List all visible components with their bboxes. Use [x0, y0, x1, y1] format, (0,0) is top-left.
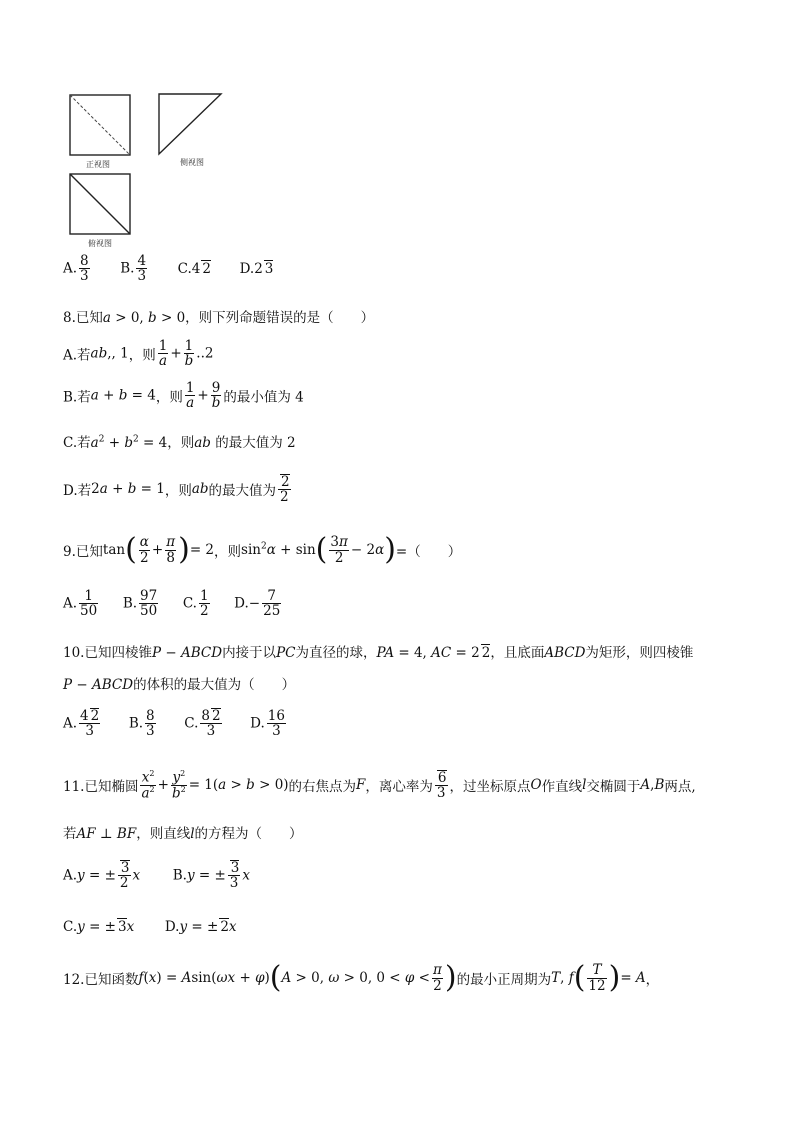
q11-options-ab — [63, 860, 250, 890]
q10-option-d: D. $\frac{16}{3}$ — [250, 707, 285, 739]
q12-stem: 12.已知函数f(x) = Asin(ωx + φ)(A > 0, ω > 0, 0 < φ < $\frac{\pi}{2}$ )的最小正周期为T, f( $\frac{T}{12}$ )= A， — [63, 960, 660, 995]
q11-option-a: A.y = ± $\frac{3}{2}$ x — [63, 860, 141, 892]
q8-option-b: B.若a + b = 4，则 $\frac{1}{a}$ + $\frac{9}{b}$ 的最小值为 4 — [63, 380, 304, 412]
q8-option-a: A.若ab,, 1，则 $\frac{1}{a}$ + $\frac{1}{b}$ ..2 — [63, 338, 214, 370]
q7-option-c: C.4 2 — [177, 261, 211, 278]
q7-option-d: D.2 3 — [239, 261, 274, 278]
front-view-caption: 正视图 — [86, 160, 110, 169]
q10-option-b: B. $\frac{8}{3}$ — [128, 707, 155, 739]
q7-option-b: B. $\frac{4}{3}$ — [120, 253, 147, 285]
side-view-caption: 侧视图 — [180, 158, 204, 167]
q9-option-c: C. $\frac{1}{2}$ — [182, 588, 209, 620]
q10-options — [63, 708, 288, 738]
q11-options-cd — [63, 918, 237, 935]
q7-options — [63, 254, 273, 283]
top-view-caption: 俯视图 — [88, 239, 112, 248]
q10-option-c: C. $\frac{8 2}{3}$ — [184, 708, 221, 740]
q10-line1: 10.已知四棱锥P − ABCD内接于以PC为直径的球，PA = 4, AC = 2 2，且底面ABCD为矩形，则四棱锥 — [63, 645, 694, 661]
front-view-figure — [69, 94, 131, 156]
q9-stem: 9.已知tan( $\frac{\alpha}{2}$ + $\frac{\pi}{8}$ )= 2，则$\sin^2\alpha + \sin$( $\frac{3\pi}{2}$ − 2α)=（ ） — [63, 532, 462, 567]
q9-option-a: A. $\frac{1}{50}$ — [63, 588, 98, 620]
q9-option-b: B. $\frac{97}{50}$ — [122, 588, 158, 620]
side-view-figure — [157, 92, 223, 156]
q8-option-c: C.若$a^2 + b^2 = 4$，则ab 的最大值为 2 — [63, 434, 296, 451]
top-view-drawing — [69, 173, 131, 235]
top-view-figure — [69, 173, 131, 235]
q8-stem: 8.已知a > 0, b > 0，则下列命题错误的是（ ） — [63, 310, 375, 326]
q11-option-c: C.y = ± 3x — [63, 919, 135, 935]
q11-option-b: B.y = ± $\frac{3}{3}$ x — [172, 860, 251, 892]
q7-option-a: A. $\frac{8}{3}$ — [63, 253, 89, 285]
q9-option-d: D.− $\frac{7}{25}$ — [234, 588, 281, 620]
q10-option-a: A. $\frac{4 2}{3}$ — [63, 708, 100, 740]
q11-line2: 若AF ⊥ BF，则直线l的方程为（ ） — [63, 826, 303, 842]
q9-options — [63, 589, 283, 618]
side-view-drawing — [157, 92, 223, 156]
q10-line2: P − ABCD的体积的最大值为（ ） — [63, 677, 296, 693]
q8-option-d: D.若2a + b = 1，则ab的最大值为 $\frac{2}{2}$ — [63, 474, 290, 506]
q11-option-d: D.y = ± 2x — [164, 919, 237, 935]
front-view-drawing — [69, 94, 131, 156]
q11-line1: 11.已知椭圆 $\frac{x^2}{a^2}$ + $\frac{y^2}{b^2}$ = 1(a > b > 0)的右焦点为F，离心率为 $\frac{6}{3}$ ，过坐标原点O作直线l交椭圆于A,B两点, — [63, 769, 696, 802]
